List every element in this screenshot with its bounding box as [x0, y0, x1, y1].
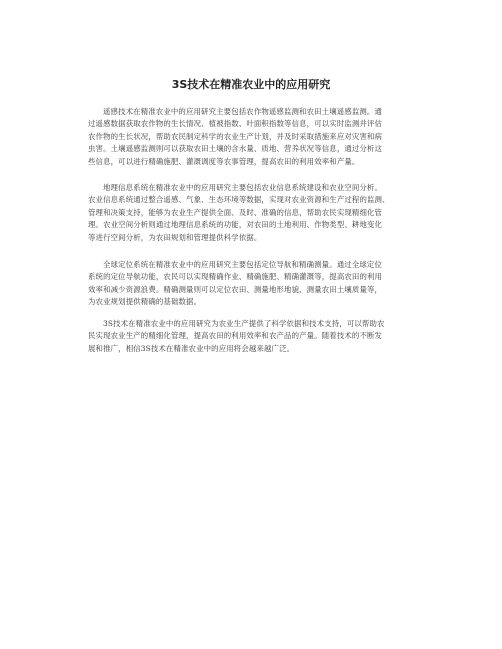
paragraph-remote-sensing	[88, 106, 428, 168]
paragraph-line: 遥感技术在精准农业中的应用研究主要包括农作物遥感监测和农田土壤遥感监测。通	[103, 107, 383, 116]
document-title: 3S技术在精准农业中的应用研究	[171, 78, 331, 91]
paragraph-line: 民实现农业生产的精细化管理，提高农田的利用效率和农产品的产量。随着技术的不断发	[88, 331, 383, 341]
paragraph-line: 些信息，可以进行精确施肥、灌溉调度等农事管理，提高农田的利用效率和产量。	[88, 156, 360, 166]
paragraph-line: 虫害。土壤遥感监测则可以获取农田土壤的含水量、质地、营养状况等信息，通过分析这	[88, 144, 383, 154]
paragraph-line: 农业信息系统通过整合遥感、气象、生态环境等数据，实现对农业资源和生产过程的监测、	[88, 195, 390, 205]
paragraph-line: 地理信息系统在精准农业中的应用研究主要包括农业信息系统建设和农业空间分析。	[103, 183, 383, 192]
paragraph-line: 农作物的生长状况，帮助农民制定科学的农业生产计划，并及时采取措施来应对灾害和病	[88, 131, 383, 141]
paragraph-line: 过遥感数据获取农作物的生长情况、植被指数、叶面积指数等信息，可以实时监测并评估	[88, 119, 383, 129]
paragraph-line: 全球定位系统在精准农业中的应用研究主要包括定位导航和精确测量。通过全球定位	[103, 260, 383, 269]
paragraph-line: 展和推广，相信3S技术在精准农业中的应用将会越来越广泛。	[88, 343, 295, 353]
paragraph-line: 为农业规划提供精确的基础数据。	[88, 297, 202, 307]
paragraph-line: 效率和减少资源浪费。精确测量则可以定位农田、测量地形地貌、测量农田土壤质量等，	[88, 284, 383, 294]
paragraph-line: 系统的定位导航功能，农民可以实现精确作业、精确施肥、精确灌溉等，提高农田的利用	[88, 272, 383, 282]
paragraph-conclusion	[88, 318, 428, 355]
paragraph-line: 管理和决策支持，能够为农业生产提供全面、及时、准确的信息，帮助农民实现精细化管	[88, 207, 383, 217]
paragraph-line: 理。农业空间分析则通过地理信息系统的功能，对农田的土地利用、作物类型、耕地变化	[88, 220, 383, 230]
paragraph-gps	[88, 259, 428, 309]
paragraph-gis	[88, 182, 428, 244]
paragraph-line: 等进行空间分析，为农田规划和管理提供科学依据。	[88, 232, 262, 242]
paragraph-line: 3S技术在精准农业中的应用研究为农业生产提供了科学依据和技术支持，可以帮助农	[103, 319, 385, 328]
